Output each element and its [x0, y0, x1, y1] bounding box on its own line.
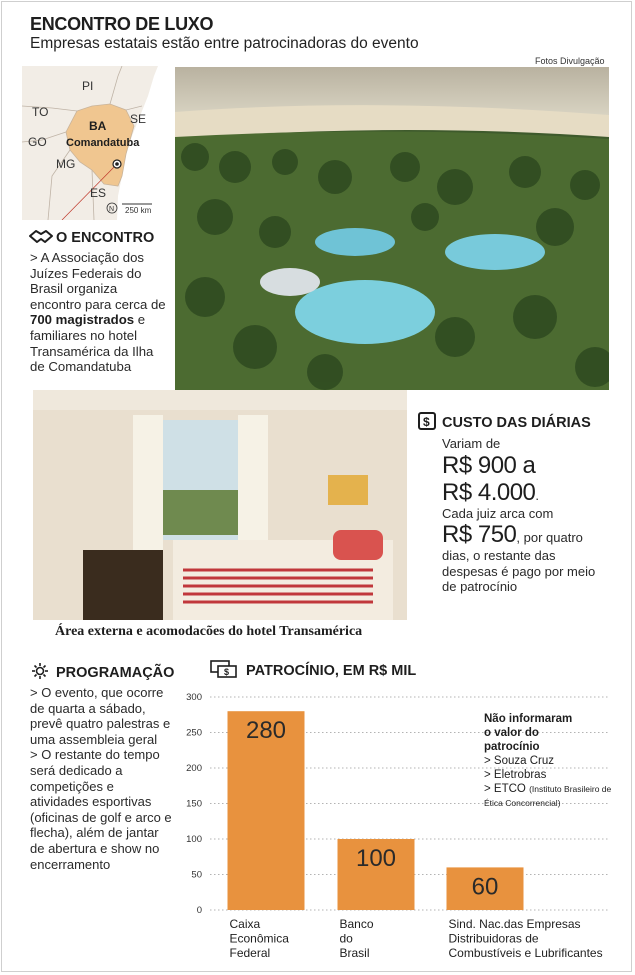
map-label-to: TO — [32, 105, 49, 119]
bar-value-label: 60 — [471, 873, 499, 901]
x-category-label: Federal — [229, 946, 271, 960]
custo-heading: $ CUSTO DAS DIÁRIAS — [418, 412, 591, 434]
sponsor-item: > Souza Cruz — [484, 755, 554, 767]
x-category-label: Banco — [339, 917, 374, 931]
sponsor-item: > Eletrobras — [484, 769, 547, 781]
price-range-max: R$ 4.000 — [442, 478, 536, 506]
programacao-heading: PROGRAMAÇÃO — [32, 663, 174, 683]
page-title: ENCONTRO DE LUXO — [30, 14, 214, 34]
y-tick-label: 100 — [186, 834, 202, 845]
map-label-mg: MG — [56, 157, 76, 171]
x-category-label: Sind. Nac.das Empresas — [448, 917, 581, 931]
encontro-heading: O ENCONTRO — [28, 228, 154, 248]
x-category-label: Econômica — [229, 931, 289, 946]
handshake-icon — [28, 228, 54, 248]
map-label-es: ES — [90, 186, 107, 200]
x-category-label: Combustíveis e Lubrificantes — [448, 946, 603, 960]
y-tick-label: 250 — [186, 727, 202, 739]
custo-text: Variam de R$ 900 a R$ 4.000. Cada juiz arca com R$ 750, por quatro dias, o restante das despesas é pago por meio de patrocínio — [442, 436, 612, 595]
map-scale: 250 km — [125, 206, 152, 215]
map-label-ba: BA — [89, 119, 107, 133]
money-icon — [418, 412, 436, 434]
x-category-label: Distribuidoras de — [448, 931, 539, 946]
page-subtitle: Empresas estatais estão entre patrocinadoras do evento — [30, 35, 419, 52]
bar-value-label: 280 — [245, 717, 287, 745]
svg-text:$: $ — [423, 415, 430, 429]
sponsor-item: > ETCO (Instituto Brasileiro de Ética Concorrencial) — [484, 783, 612, 808]
y-tick-label: 200 — [186, 763, 202, 774]
y-tick-label: 150 — [186, 798, 202, 810]
programacao-text — [30, 685, 175, 872]
photo-caption: Área externa e acomodacões do hotel Transamérica — [55, 624, 363, 639]
location-map — [22, 66, 158, 220]
map-label-comandatuba: Comandatuba — [66, 137, 140, 149]
money-bills-icon — [210, 660, 238, 682]
map-label-pi: PI — [82, 79, 94, 93]
hotel-room-photo — [33, 390, 407, 620]
bar-value-label: 100 — [355, 845, 397, 872]
y-tick-label: 50 — [191, 869, 202, 881]
judge-share: R$ 750 — [442, 521, 517, 548]
programacao-item: > O restante do tempo será dedicado a competições e atividades esportivas (oficinas de golf e arco e flecha), além de jantar de abertura e show no encerramento — [30, 747, 172, 872]
patrocinio-heading: $ PATROCÍNIO, EM R$ MIL — [210, 660, 416, 682]
x-category-label: Brasil — [339, 946, 370, 960]
programacao-item: > O evento, que ocorre de quarta a sábado, prevê quatro palestras e uma assembleia geral — [30, 685, 171, 747]
undisclosed-sponsors-note: Não informaram o valor do patrocínio > Souza Cruz > Eletrobras > ETCO (Instituto Brasileiro de Ética Concorrencial) — [484, 712, 624, 810]
map-label-go: GO — [28, 135, 47, 149]
svg-text:$: $ — [224, 667, 230, 677]
x-category-label: do — [339, 931, 353, 946]
sun-icon — [32, 663, 48, 683]
photo-credit: Fotos Divulgação — [535, 56, 605, 66]
map-label-se: SE — [130, 112, 147, 126]
encontro-text: > A Associação dos Juízes Federais do Brasil organiza encontro para cerca de 700 magistrados e familiares no hotel Transamérica da Ilha de Comandatuba — [30, 250, 166, 375]
svg-text:N: N — [109, 206, 115, 213]
resort-aerial-photo — [175, 67, 609, 390]
price-range-min: R$ 900 a — [442, 451, 536, 479]
x-category-label: Caixa — [229, 917, 261, 931]
y-tick-label: 0 — [196, 905, 202, 916]
y-tick-label: 300 — [186, 692, 202, 703]
